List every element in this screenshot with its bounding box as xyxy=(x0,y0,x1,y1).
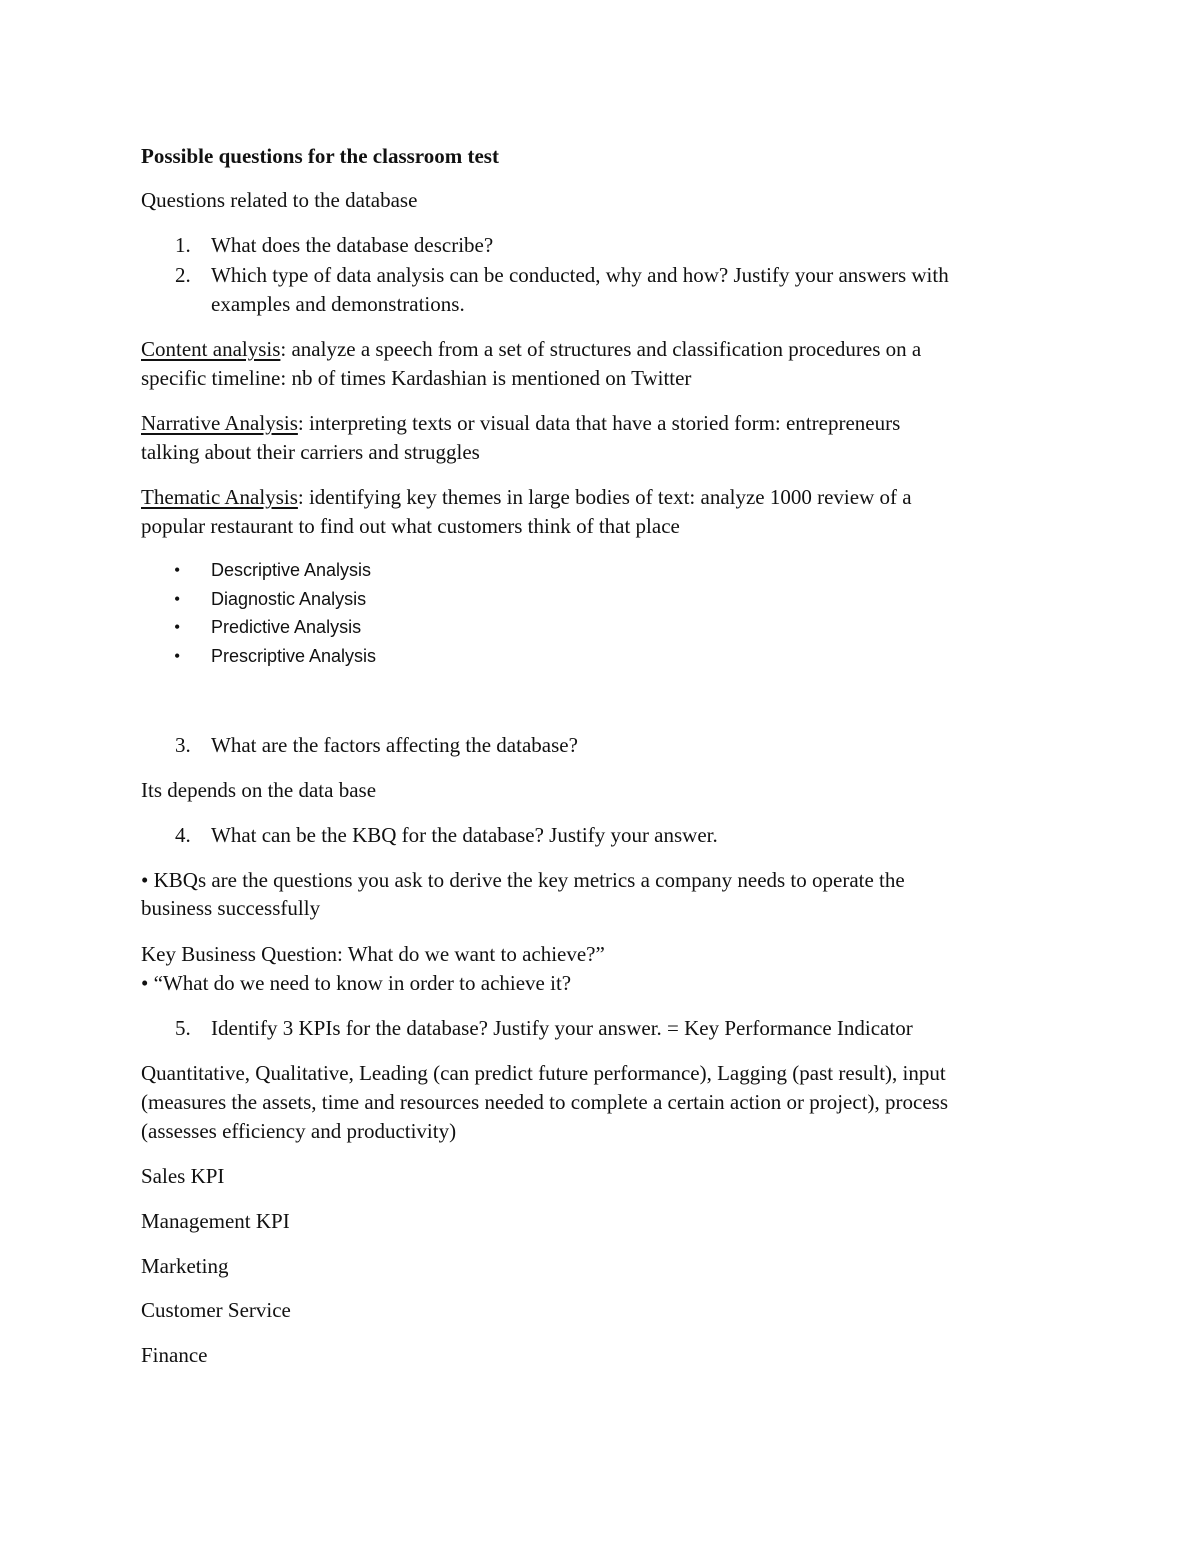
thematic-analysis-line-1 xyxy=(141,483,912,512)
question-4-number: 4. xyxy=(175,823,191,847)
analysis-type-item: Predictive Analysis xyxy=(211,617,362,637)
kpi-category: Finance xyxy=(141,1343,208,1367)
intro-text: Questions related to the database xyxy=(141,188,418,212)
question-2-text-line-1: Which type of data analysis can be conducted, why and how? Justify your answers with xyxy=(211,263,949,287)
narrative-analysis-definition: : interpreting texts or visual data that have a storied form: entrepreneurs xyxy=(297,411,901,435)
narrative-analysis-line-2: talking about their carriers and struggles xyxy=(141,440,480,464)
bullet-icon: • xyxy=(174,589,181,609)
kpi-category: Management KPI xyxy=(141,1209,290,1233)
kpi-types-line-3: (assesses efficiency and productivity) xyxy=(141,1119,457,1143)
content-analysis-line-2: specific timeline: nb of times Kardashian is mentioned on Twitter xyxy=(141,366,692,390)
bullet-icon: • xyxy=(174,646,181,666)
bullet-icon: • xyxy=(174,560,181,580)
thematic-analysis-term: Thematic Analysis xyxy=(141,485,298,509)
content-analysis-line-1 xyxy=(141,335,921,364)
kpi-types-line-2: (measures the assets, time and resources needed to complete a certain action or project), process xyxy=(141,1090,949,1114)
kbq-question-line-2: • “What do we need to know in order to achieve it? xyxy=(141,971,572,995)
kbq-note-line-1: • KBQs are the questions you ask to derive the key metrics a company needs to operate the xyxy=(141,868,905,892)
kpi-category: Sales KPI xyxy=(141,1164,225,1188)
thematic-analysis-definition: : identifying key themes in large bodies of text: analyze 1000 review of a xyxy=(297,485,912,509)
kpi-category: Customer Service xyxy=(141,1298,291,1322)
question-3-text: What are the factors affecting the database? xyxy=(211,733,578,757)
content-analysis-term: Content analysis xyxy=(141,337,281,361)
question-1-text: What does the database describe? xyxy=(211,233,494,257)
analysis-type-item: Diagnostic Analysis xyxy=(211,589,367,609)
analysis-type-item: Prescriptive Analysis xyxy=(211,646,377,666)
question-3-answer: Its depends on the data base xyxy=(141,778,377,802)
question-5-text: Identify 3 KPIs for the database? Justify your answer. = Key Performance Indicator xyxy=(211,1016,913,1040)
question-2-number: 2. xyxy=(175,263,191,287)
narrative-analysis-term: Narrative Analysis xyxy=(141,411,298,435)
content-analysis-definition: : analyze a speech from a set of structures and classification procedures on a xyxy=(280,337,922,361)
question-5-number: 5. xyxy=(175,1016,191,1040)
bullet-icon: • xyxy=(174,617,181,637)
document-title: Possible questions for the classroom test xyxy=(141,144,499,168)
kpi-types-line-1: Quantitative, Qualitative, Leading (can predict future performance), Lagging (past result), input xyxy=(141,1061,946,1085)
kpi-category: Marketing xyxy=(141,1254,229,1278)
kbq-question-line-1: Key Business Question: What do we want to achieve?” xyxy=(141,942,605,966)
question-1-number: 1. xyxy=(175,233,191,257)
analysis-type-item: Descriptive Analysis xyxy=(211,560,372,580)
question-3-number: 3. xyxy=(175,733,191,757)
narrative-analysis-line-1 xyxy=(141,409,900,438)
kbq-note-line-2: business successfully xyxy=(141,896,321,920)
question-2-text-line-2: examples and demonstrations. xyxy=(211,292,465,316)
question-4-text: What can be the KBQ for the database? Justify your answer. xyxy=(211,823,718,847)
thematic-analysis-line-2: popular restaurant to find out what customers think of that place xyxy=(141,514,680,538)
